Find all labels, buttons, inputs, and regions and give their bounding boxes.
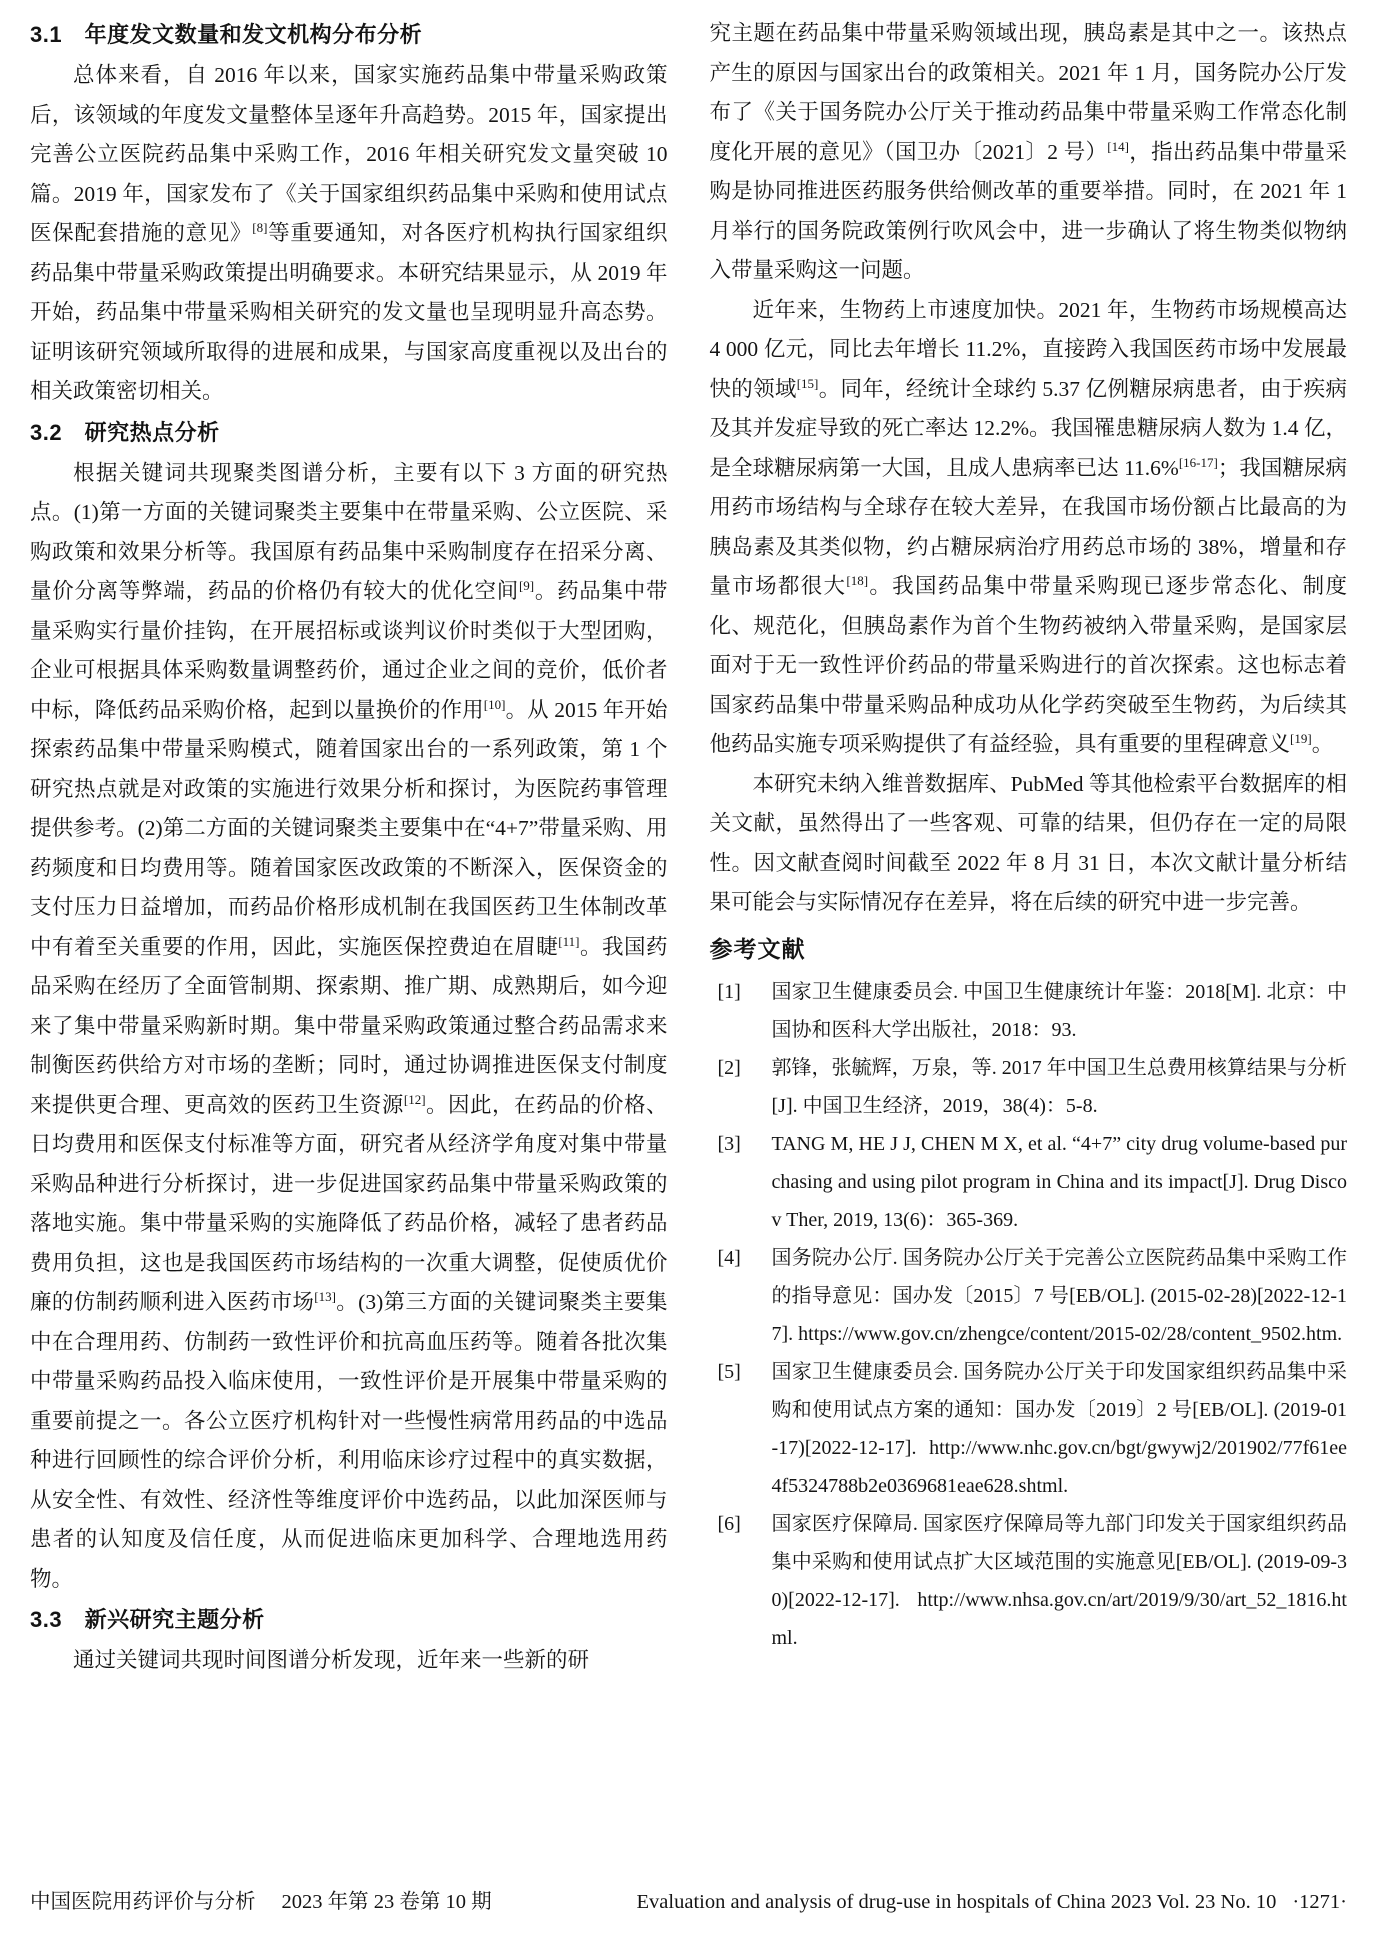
reference-label: [1] — [717, 980, 741, 1003]
reference-item — [710, 1049, 1348, 1125]
references-heading: 参考文献 — [709, 935, 806, 962]
footer-journal-en: Evaluation and analysis of drug-use in hospitals of China 2023 Vol. 23 No. 10 — [636, 1891, 1277, 1913]
page-footer — [30, 1884, 1347, 1914]
reference-text: 郭锋，张毓辉，万泉，等. 2017 年中国卫生总费用核算结果与分析[J]. 中国卫生经济，2019，38(4)：5-8. — [771, 1056, 1347, 1117]
reference-item — [710, 1125, 1348, 1239]
citation-superscript: [16-17] — [1178, 454, 1218, 470]
paragraph: 近年来，生物药上市速度加快。2021 年，生物药市场规模高达 4 000 亿元，同比去年增长 11.2%，直接跨入我国医药市场中发展最快的领域[15]。同年，经统计全球约 5.37 亿例糖尿病患者，由于疾病及其并发症导致的死亡率达 12.2%。我国罹患糖尿病人数为 1.4 亿，是全球糖尿病第一大国，且成人患病率已达 11.6%[16-17]；我国糖尿病用药市场结构与全球存在较大差异，在我国市场份额占比最高的为胰岛素及其类似物，约占糖尿病治疗用药总市场的 38%，增量和存量市场都很大[18]。我国药品集中带量采购现已逐步常态化、制度化、规范化，但胰岛素作为首个生物药被纳入带量采购，是国家层面对于无一致性评价药品的带量采购进行的首次探索。这也标志着国家药品集中带量采购品种成功从化学药突破至生物药，为后续其他药品实施专项采购提供了有益经验，具有重要的里程碑意义[19]。 — [709, 297, 1347, 756]
reference-item — [710, 1353, 1348, 1505]
footer-page-number: ·1271· — [1292, 1891, 1347, 1913]
reference-label: [5] — [717, 1360, 741, 1383]
reference-item — [710, 973, 1348, 1049]
citation-superscript: [15] — [796, 375, 819, 391]
citation-superscript: [9] — [518, 577, 535, 593]
citation-superscript: [12] — [403, 1091, 426, 1107]
reference-label: [2] — [717, 1056, 741, 1079]
citation-superscript: [11] — [558, 933, 580, 949]
paragraph: 通过关键词共现时间图谱分析发现，近年来一些新的研 — [73, 1648, 590, 1672]
reference-item — [710, 1239, 1348, 1353]
reference-text: TANG M, HE J J, CHEN M X, et al. “4+7” city drug volume-based purchasing and using pilot program in China and its impact[J]. Drug Discov Ther, 2019, 13(6)：365-369. — [771, 1132, 1347, 1231]
citation-superscript: [13] — [314, 1288, 336, 1304]
paragraph: 根据关键词共现聚类图谱分析，主要有以下 3 方面的研究热点。(1)第一方面的关键词聚类主要集中在带量采购、公立医院、采购政策和效果分析等。我国原有药品集中采购制度存在招采分离、量价分离等弊端，药品的价格仍有较大的优化空间[9]。药品集中带量采购实行量价挂钩，在开展招标或谈判议价时类似于大型团购，企业可根据具体采购数量调整药价，通过企业之间的竞价，低价者中标，降低药品采购价格，起到以量换价的作用[10]。从 2015 年开始探索药品集中带量采购模式，随着国家出台的一系列政策，第 1 个研究热点就是对政策的实施进行效果分析和探讨，为医院药事管理提供参考。(2)第二方面的关键词聚类主要集中在“4+7”带量采购、用药频度和日均费用等。随着国家医改政策的不断深入，医保资金的支付压力日益增加，而药品价格形成机制在我国医药卫生体制改革中有着至关重要的作用，因此，实施医保控费迫在眉睫[11]。我国药品采购在经历了全面管制期、探索期、推广期、成熟期后，如今迎来了集中带量采购新时期。集中带量采购政策通过整合药品需求来制衡医药供给方对市场的垄断；同时，通过协调推进医保支付制度来提供更合理、更高效的医药卫生资源[12]。因此，在药品的价格、日均费用和医保支付标准等方面，研究者从经济学角度对集中带量采购品种进行分析探讨，进一步促进国家药品集中带量采购政策的落地实施。集中带量采购的实施降低了药品价格，减轻了患者药品费用负担，这也是我国医药市场结构的一次重大调整，促使质优价廉的仿制药顺利进入医药市场[13]。(3)第三方面的关键词聚类主要集中在合理用药、仿制药一致性评价和抗高血压药等。随着各批次集中带量采购药品投入临床使用，一致性评价是开展集中带量采购的重要前提之一。各公立医疗机构针对一些慢性病常用药品的中选品种进行回顾性的综合评价分析，利用临床诊疗过程中的真实数据，从安全性、有效性、经济性等维度评价中选药品，以此加深医师与患者的认知度及信任度，从而促进临床更加科学、合理地选用药物。 — [30, 460, 668, 1591]
section-heading: 3.1 年度发文数量和发文机构分布分析 — [30, 22, 423, 47]
paragraph: 究主题在药品集中带量采购领域出现，胰岛素是其中之一。该热点产生的原因与国家出台的政策相关。2021 年 1 月，国务院办公厅发布了《关于国务院办公厅关于推动药品集中带量采购工作常态化制度化开展的意见》（国卫办〔2021〕2 号）[14]，指出药品集中带量采购是协同推进医药服务供给侧改革的重要举措。同时，在 2021 年 1 月举行的国务院政策例行吹风会中，进一步确认了将生物类似物纳入带量采购这一问题。 — [709, 21, 1347, 282]
right-column — [710, 14, 1348, 1681]
two-column-layout — [30, 14, 1347, 1681]
footer-issue-cn: 2023 年第 23 卷第 10 期 — [281, 1891, 492, 1913]
reference-label: [4] — [717, 1246, 741, 1269]
section-heading: 3.2 研究热点分析 — [30, 419, 220, 445]
citation-superscript: [14] — [1107, 138, 1129, 154]
reference-item — [710, 1505, 1348, 1657]
paragraph: 本研究未纳入维普数据库、PubMed 等其他检索平台数据库的相关文献，虽然得出了一些客观、可靠的结果，但仍存在一定的局限性。因文献查阅时间截至 2022 年 8 月 31 日，本次文献计量分析结果可能会与实际情况存在差异，将在后续的研究中进一步完善。 — [709, 771, 1347, 914]
citation-superscript: [18] — [846, 572, 869, 588]
section-heading: 3.3 新兴研究主题分析 — [30, 1607, 265, 1632]
reference-text: 国家卫生健康委员会. 中国卫生健康统计年鉴：2018[M]. 北京：中国协和医科大学出版社，2018：93. — [771, 980, 1347, 1041]
citation-superscript: [19] — [1290, 730, 1312, 746]
reference-label: [6] — [717, 1512, 741, 1535]
citation-superscript: [8] — [252, 219, 268, 235]
footer-left — [30, 1884, 492, 1914]
footer-journal-cn: 中国医院用药评价与分析 — [30, 1891, 256, 1913]
reference-text: 国务院办公厅. 国务院办公厅关于完善公立医院药品集中采购工作的指导意见：国办发〔2015〕7 号[EB/OL]. (2015-02-28)[2022-12-17]. https://www.gov.cn/zhengce/content/2015-02/28/content_9502.htm. — [771, 1246, 1347, 1345]
footer-right — [637, 1891, 1347, 1914]
reference-text: 国家卫生健康委员会. 国务院办公厅关于印发国家组织药品集中采购和使用试点方案的通知：国办发〔2019〕2 号[EB/OL]. (2019-01-17)[2022-12-17]. http://www.nhc.gov.cn/bgt/gwywj2/201902/77f61ee4f5324788b2e0369681eae628.shtml. — [771, 1360, 1347, 1497]
paragraph: 总体来看，自 2016 年以来，国家实施药品集中带量采购政策后，该领域的年度发文量整体呈逐年升高趋势。2015 年，国家提出完善公立医院药品集中采购工作，2016 年相关研究发文量突破 10 篇。2019 年，国家发布了《关于国家组织药品集中采购和使用试点医保配套措施的意见》[8]等重要通知，对各医疗机构执行国家组织药品集中带量采购政策提出明确要求。本研究结果显示，从 2019 年开始，药品集中带量采购相关研究的发文量也呈现明显升高态势。证明该研究领域所取得的进展和成果，与国家高度重视以及出台的相关政策密切相关。 — [30, 63, 668, 403]
reference-label: [3] — [717, 1132, 741, 1155]
citation-superscript: [10] — [483, 696, 506, 712]
reference-text: 国家医疗保障局. 国家医疗保障局等九部门印发关于国家组织药品集中采购和使用试点扩大区域范围的实施意见[EB/OL]. (2019-09-30)[2022-12-17]. http://www.nhsa.gov.cn/art/2019/9/30/art_52_1816.html. — [771, 1512, 1347, 1649]
left-column — [30, 14, 668, 1681]
